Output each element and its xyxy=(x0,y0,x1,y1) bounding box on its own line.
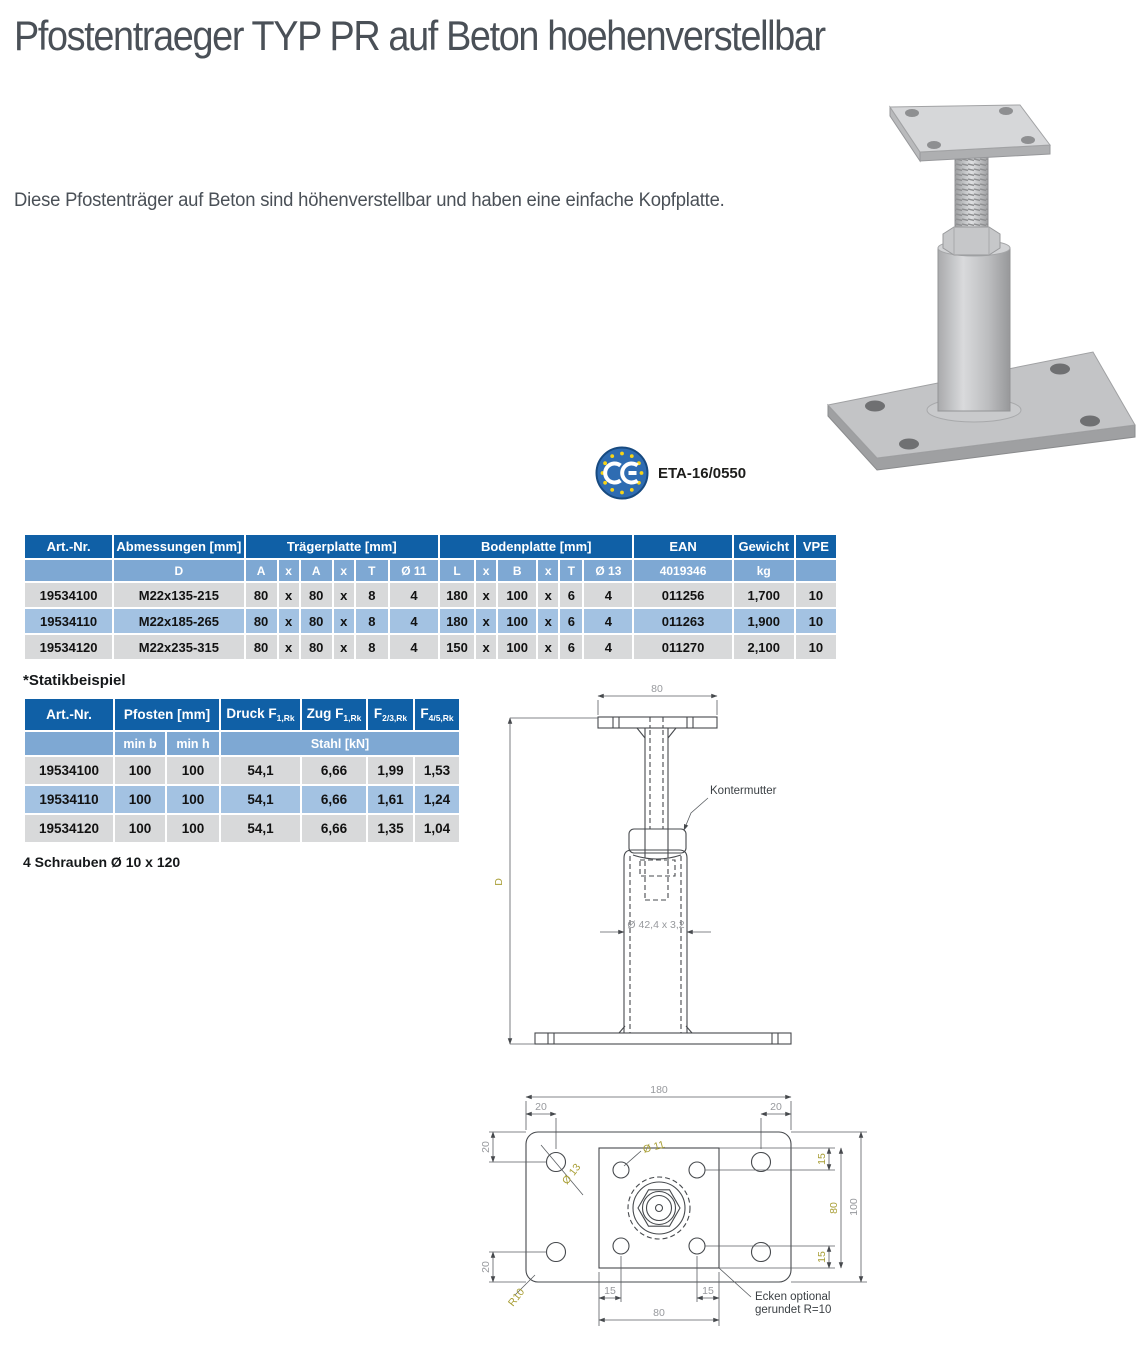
cell: 10 xyxy=(795,582,837,608)
ce-approval-label: ETA-16/0550 xyxy=(658,464,747,482)
cell: 2,100 xyxy=(733,634,795,660)
subcol-empty xyxy=(795,559,837,582)
table-row xyxy=(24,582,837,608)
subcol-x: x xyxy=(537,559,559,582)
cell: 100 xyxy=(114,756,166,785)
label: F xyxy=(373,706,383,721)
table-row xyxy=(24,756,460,785)
subcol-a: A xyxy=(300,559,333,582)
cell: 1,04 xyxy=(414,814,460,843)
cell: 80 xyxy=(300,582,333,608)
subcol-a: A xyxy=(245,559,278,582)
cell: 4 xyxy=(583,582,633,608)
statik-title: *Statikbeispiel xyxy=(23,672,126,689)
col-art: Art.-Nr. xyxy=(24,534,113,559)
col-gewicht: Gewicht xyxy=(733,534,795,559)
cell: 54,1 xyxy=(220,814,301,843)
cell: x xyxy=(475,582,497,608)
cell: 8 xyxy=(355,582,389,608)
cell: x xyxy=(475,608,497,634)
dim-corner-hole: Ø 13 xyxy=(559,1161,584,1187)
corner-note-line1: Ecken optional xyxy=(755,1291,831,1303)
subcol-d11: Ø 11 xyxy=(389,559,439,582)
subcol-ean-prefix: 4019346 xyxy=(633,559,732,582)
photo-top-plate xyxy=(890,105,1050,161)
table-row xyxy=(24,814,460,843)
cell: 1,61 xyxy=(367,785,414,814)
dim-hole-offset: 15 xyxy=(816,1153,828,1165)
photo-nut xyxy=(943,227,1000,255)
cell: 100 xyxy=(114,814,166,843)
cell: 1,53 xyxy=(414,756,460,785)
cell: 100 xyxy=(166,814,220,843)
cell: x xyxy=(278,582,300,608)
subcol-minb: min b xyxy=(114,731,166,756)
top-view-drawing xyxy=(463,1083,883,1371)
dim-offset: 20 xyxy=(480,1141,492,1153)
cell: 80 xyxy=(245,634,278,660)
product-table xyxy=(23,533,838,661)
cell: 011270 xyxy=(633,634,732,660)
cell: 100 xyxy=(497,582,537,608)
col-zug xyxy=(301,698,367,731)
cell: 80 xyxy=(245,608,278,634)
cell: 6,66 xyxy=(301,814,367,843)
cell: M22x185-265 xyxy=(113,608,244,634)
cell: 19534120 xyxy=(24,814,114,843)
cell: x xyxy=(333,634,355,660)
table-row xyxy=(24,785,460,814)
photo-tube xyxy=(938,240,1010,411)
dim-square-width: 80 xyxy=(653,1307,665,1319)
dim-height: D xyxy=(493,878,505,886)
dim-inner-hole: Ø 11 xyxy=(641,1138,667,1156)
cell: 19534110 xyxy=(24,608,113,634)
col-vpe: VPE xyxy=(795,534,837,559)
table-row xyxy=(24,634,837,660)
dim-hole-offset: 15 xyxy=(816,1251,828,1263)
subcol-x: x xyxy=(475,559,497,582)
cell: 180 xyxy=(439,582,475,608)
table-row xyxy=(24,608,837,634)
col-art: Art.-Nr. xyxy=(24,698,114,731)
cell: 19534120 xyxy=(24,634,113,660)
cell: x xyxy=(537,634,559,660)
dim-tube: Ø 42,4 x 3,2 xyxy=(627,919,685,931)
side-view-drawing xyxy=(488,682,818,1062)
subcol-t: T xyxy=(355,559,389,582)
dim-hole-offset: 15 xyxy=(702,1285,714,1297)
cell: 100 xyxy=(166,785,220,814)
col-ean: EAN xyxy=(633,534,732,559)
corner-note-line2: gerundet R=10 xyxy=(755,1304,832,1316)
cell: 6 xyxy=(559,634,583,660)
cell: 1,900 xyxy=(733,608,795,634)
dim-corner-radius: R10 xyxy=(505,1286,528,1309)
cell: 4 xyxy=(389,582,439,608)
subscript: 4/5,Rk xyxy=(428,713,454,723)
cell: 1,24 xyxy=(414,785,460,814)
cell: 6,66 xyxy=(301,756,367,785)
subcol-d: D xyxy=(113,559,244,582)
cell: 8 xyxy=(355,608,389,634)
cell: 8 xyxy=(355,634,389,660)
col-bodenplatte: Bodenplatte [mm] xyxy=(439,534,633,559)
subcol-minh: min h xyxy=(166,731,220,756)
cell: 011263 xyxy=(633,608,732,634)
label: Druck F xyxy=(226,706,277,721)
subcol-x: x xyxy=(333,559,355,582)
table-subheader-row xyxy=(24,559,837,582)
cell: 19534100 xyxy=(24,756,114,785)
subcol-stahl: Stahl [kN] xyxy=(220,731,460,756)
cell: 100 xyxy=(497,634,537,660)
subscript: 2/3,Rk xyxy=(382,713,408,723)
subcol-d13: Ø 13 xyxy=(583,559,633,582)
cell: 19534100 xyxy=(24,582,113,608)
label: Zug F xyxy=(306,706,344,721)
cell: 6 xyxy=(559,608,583,634)
cell: x xyxy=(333,582,355,608)
subcol-t: T xyxy=(559,559,583,582)
cell: 1,99 xyxy=(367,756,414,785)
cell: 4 xyxy=(583,608,633,634)
dim-plate-length: 180 xyxy=(650,1084,668,1096)
ce-mark-icon xyxy=(595,446,649,500)
statik-table xyxy=(23,697,461,844)
cell: 150 xyxy=(439,634,475,660)
cell: 10 xyxy=(795,608,837,634)
cell: x xyxy=(278,608,300,634)
product-photo xyxy=(818,82,1136,472)
cell: 100 xyxy=(497,608,537,634)
subcol-empty xyxy=(24,559,113,582)
cell: 011256 xyxy=(633,582,732,608)
cell: 6 xyxy=(559,582,583,608)
dim-offset: 20 xyxy=(770,1101,782,1113)
col-f45 xyxy=(414,698,460,731)
cell: x xyxy=(333,608,355,634)
kontermutter-label: Kontermutter xyxy=(710,785,777,797)
ce-approval xyxy=(595,446,746,500)
col-traegerplatte: Trägerplatte [mm] xyxy=(245,534,440,559)
cell: 80 xyxy=(300,608,333,634)
table-header-row xyxy=(24,698,460,731)
subcol-b: B xyxy=(497,559,537,582)
cell: 19534110 xyxy=(24,785,114,814)
cell: 80 xyxy=(245,582,278,608)
dim-hole-offset: 15 xyxy=(604,1285,616,1297)
subscript: 1,Rk xyxy=(276,713,295,723)
cell: 100 xyxy=(166,756,220,785)
subcol-empty xyxy=(24,731,114,756)
cell: 4 xyxy=(583,634,633,660)
dim-square-width: 80 xyxy=(828,1202,840,1214)
subcol-kg: kg xyxy=(733,559,795,582)
subcol-x: x xyxy=(278,559,300,582)
page-title: Pfostentraeger TYP PR auf Beton hoehenverstellbar xyxy=(14,12,825,59)
product-description: Diese Pfostenträger auf Beton sind höhenverstellbar und haben eine einfache Kopfplatte. xyxy=(14,190,725,211)
label: F xyxy=(420,706,429,721)
dim-offset: 20 xyxy=(535,1101,547,1113)
col-f23 xyxy=(367,698,414,731)
cell: 6,66 xyxy=(301,785,367,814)
subscript: 1,Rk xyxy=(343,713,362,723)
dim-offset: 20 xyxy=(480,1261,492,1273)
col-pfosten: Pfosten [mm] xyxy=(114,698,220,731)
dim-plate-width: 100 xyxy=(848,1198,860,1216)
table-subheader-row xyxy=(24,731,460,756)
cell: x xyxy=(537,582,559,608)
cell: x xyxy=(278,634,300,660)
cell: 54,1 xyxy=(220,785,301,814)
dim-top-plate-width: 80 xyxy=(651,683,663,695)
table-header-row xyxy=(24,534,837,559)
cell: 54,1 xyxy=(220,756,301,785)
cell: 4 xyxy=(389,634,439,660)
cell: 100 xyxy=(114,785,166,814)
col-druck xyxy=(220,698,301,731)
cell: x xyxy=(537,608,559,634)
cell: M22x135-215 xyxy=(113,582,244,608)
subcol-l: L xyxy=(439,559,475,582)
screws-note: 4 Schrauben Ø 10 x 120 xyxy=(23,854,181,870)
cell: 1,700 xyxy=(733,582,795,608)
cell: 180 xyxy=(439,608,475,634)
cell: x xyxy=(475,634,497,660)
col-abmessungen: Abmessungen [mm] xyxy=(113,534,244,559)
cell: 10 xyxy=(795,634,837,660)
cell: 4 xyxy=(389,608,439,634)
cell: 80 xyxy=(300,634,333,660)
cell: M22x235-315 xyxy=(113,634,244,660)
cell: 1,35 xyxy=(367,814,414,843)
